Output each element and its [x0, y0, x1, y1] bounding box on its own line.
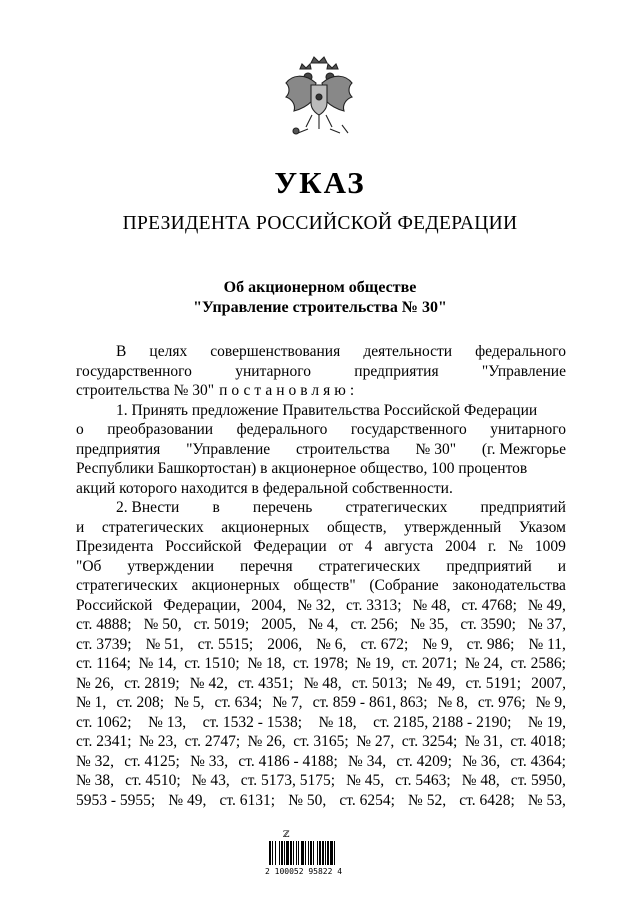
body-word: ст. 5515;: [197, 635, 254, 653]
decree-title: УКАЗ: [274, 165, 366, 200]
body-word: федерального: [475, 343, 566, 360]
body-word: (Собрание: [369, 577, 439, 594]
body-word: Президента: [76, 538, 154, 555]
body-word: ст. 4768;: [461, 596, 517, 614]
body-word: ст. 6131;: [219, 791, 276, 809]
body-word: "Управление: [481, 362, 566, 380]
body-word: акционерных: [221, 518, 310, 536]
body-word: "Об: [76, 557, 102, 575]
body-word: ст. 5173, 5175;: [240, 772, 336, 789]
body-line: [76, 576, 566, 596]
body-word: № 35,: [410, 616, 449, 633]
body-word: № 30": [415, 440, 457, 458]
body-word: ст. 859 - 861, 863;: [312, 694, 428, 711]
body-line: [76, 654, 566, 674]
body-word: № 51,: [145, 635, 184, 653]
body-word: № 45,: [346, 772, 385, 789]
body-word: ст. 256;: [350, 616, 399, 633]
body-word: 2004,: [251, 596, 287, 614]
body-word: г.: [487, 538, 497, 555]
subject-line-2: "Управление строительства № 30": [193, 299, 447, 316]
body-word: ст. 2071;: [401, 655, 458, 672]
body-word: ст. 5019;: [193, 616, 250, 633]
body-word: № 49,: [168, 791, 207, 809]
decree-subject: [0, 278, 640, 318]
body-word: Российской: [165, 538, 242, 555]
body-word: утвержденный: [404, 518, 502, 536]
body-word: перечня: [239, 557, 293, 575]
body-word: № 14,: [138, 655, 177, 672]
body-word: Российской: [76, 596, 153, 614]
body-word: ст. 3590;: [460, 616, 516, 633]
body-word: №: [508, 538, 524, 555]
body-word: ст. 4209;: [396, 752, 452, 770]
body-word: 1. Принять предложение Правительства Российской Федерации: [116, 401, 538, 419]
body-word: 1009: [534, 538, 566, 555]
body-word: стратегических: [101, 518, 204, 536]
body-word: акций которого находится в федеральной собственности.: [76, 479, 453, 497]
body-word: ст. 5950,: [510, 772, 566, 789]
body-word: ст. 3313;: [346, 596, 402, 614]
body-word: ст. 3165;: [293, 733, 349, 750]
body-word: ст. 3739;: [76, 635, 132, 653]
decree-body: [76, 342, 566, 810]
body-word: В: [116, 343, 127, 360]
body-word: № 8,: [437, 694, 468, 711]
body-word: стратегических: [318, 557, 421, 575]
body-word: 4: [364, 538, 373, 555]
body-word: перечень: [252, 499, 313, 516]
svg-text:ℤ: ℤ: [283, 830, 290, 840]
body-line: [76, 674, 566, 694]
body-word: ст. 976;: [477, 694, 526, 711]
body-word: акционерных: [191, 577, 280, 594]
body-word: Федерации: [253, 538, 327, 555]
body-word: № 26,: [247, 733, 286, 750]
body-line: [76, 479, 566, 499]
decree-subtitle: ПРЕЗИДЕНТА РОССИЙСКОЙ ФЕДЕРАЦИИ: [122, 213, 518, 234]
body-word: 2007,: [531, 674, 566, 692]
body-word: ст. 3254;: [401, 733, 458, 750]
barcode-digits: 2 100052 95822 4: [265, 867, 343, 876]
body-word: постановляю:: [219, 382, 359, 399]
body-word: предприятий: [446, 557, 532, 575]
body-word: ст. 1510;: [184, 655, 240, 672]
body-word: ст. 5463;: [395, 772, 451, 789]
body-word: ст. 2341;: [76, 733, 132, 750]
body-word: № 43,: [191, 772, 230, 789]
body-word: № 34,: [348, 752, 387, 770]
body-line: [76, 498, 566, 518]
emblem-icon: [278, 53, 360, 141]
body-word: № 33,: [190, 752, 229, 770]
body-word: ст. 5191;: [465, 674, 522, 692]
body-word: № 9,: [535, 694, 566, 711]
body-word: № 53,: [527, 791, 566, 809]
body-word: № 36,: [462, 752, 501, 770]
body-word: (г. Межгорье: [481, 440, 566, 458]
body-word: строительства: [295, 440, 390, 458]
body-word: № 9,: [422, 635, 453, 653]
body-word: ст. 1164;: [76, 655, 131, 672]
body-word: № 31,: [464, 733, 503, 750]
body-word: № 49,: [417, 674, 456, 692]
body-word: № 48,: [412, 596, 451, 614]
body-word: ст. 2586;: [510, 655, 566, 672]
body-word: государственного: [350, 421, 467, 438]
body-word: ст. 2185, 2188 - 2190;: [373, 713, 512, 731]
body-word: "Управление: [186, 440, 271, 458]
body-word: ст. 4125;: [124, 752, 180, 770]
body-word: и: [557, 557, 566, 575]
body-line: [76, 440, 566, 460]
body-word: № 50,: [288, 791, 327, 809]
body-word: № 19,: [356, 655, 395, 672]
body-word: ст. 4364;: [510, 752, 566, 770]
body-word: ст. 672;: [360, 635, 409, 653]
body-word: ст. 4018;: [510, 733, 566, 750]
body-word: Федерации,: [163, 596, 241, 614]
body-word: ст. 4510;: [125, 772, 181, 789]
body-word: предприятия: [354, 362, 439, 380]
body-word: ст. 208;: [116, 694, 165, 711]
body-word: обществ,: [326, 518, 387, 536]
body-word: преобразовании: [107, 421, 214, 438]
body-word: августа: [384, 538, 434, 555]
body-word: № 37,: [527, 616, 566, 633]
body-word: ст. 634;: [214, 694, 263, 711]
body-word: № 23,: [139, 733, 178, 750]
body-word: Указом: [518, 518, 566, 536]
body-word: Республики Башкортостан) в акционерное общество, 100 процентов: [76, 460, 528, 477]
body-word: от: [338, 538, 353, 555]
body-word: № 4,: [308, 616, 339, 633]
body-word: № 7,: [272, 694, 303, 711]
body-line: [76, 713, 566, 733]
body-word: государственного: [76, 362, 192, 380]
body-word: № 42,: [189, 674, 228, 692]
body-word: № 52,: [408, 791, 447, 809]
body-word: № 48,: [303, 674, 342, 692]
body-line: [76, 791, 566, 811]
body-line: [76, 381, 566, 401]
body-line: [76, 537, 566, 557]
body-word: № 27,: [356, 733, 395, 750]
body-word: совершенствования: [210, 343, 341, 360]
body-word: № 11,: [528, 635, 566, 653]
body-word: унитарного: [235, 362, 311, 380]
body-word: утверждении: [127, 557, 215, 575]
body-line: [76, 420, 566, 440]
body-word: № 32,: [76, 752, 115, 770]
body-word: ст. 1978;: [292, 655, 349, 672]
body-line: [76, 401, 566, 421]
body-word: целях: [149, 343, 188, 360]
body-word: № 5,: [174, 694, 205, 711]
body-word: деятельности: [363, 343, 453, 360]
body-word: ст. 986;: [466, 635, 515, 653]
body-word: 2005,: [261, 616, 297, 633]
body-word: федерального: [236, 421, 328, 438]
body-line: [76, 518, 566, 538]
body-line: [76, 596, 566, 616]
body-line: [76, 752, 566, 772]
body-word: законодательства: [452, 577, 566, 594]
body-word: и: [76, 518, 85, 536]
body-word: ст. 4888;: [76, 616, 132, 633]
body-word: ст. 2747;: [184, 733, 241, 750]
body-line: [76, 693, 566, 713]
body-word: 5953 - 5955;: [76, 791, 156, 809]
body-word: ст. 2819;: [124, 674, 180, 692]
body-word: о: [76, 421, 84, 438]
body-word: ст. 4351;: [237, 674, 294, 692]
body-word: № 19,: [527, 713, 566, 731]
body-word: строительства № 30": [76, 382, 215, 399]
body-word: № 50,: [143, 616, 182, 633]
body-word: 2006,: [267, 635, 303, 653]
body-word: № 24,: [464, 655, 503, 672]
body-line: [76, 557, 566, 577]
body-line: [76, 459, 566, 479]
body-line: [76, 615, 566, 635]
body-word: предприятий: [480, 499, 566, 516]
body-word: № 32,: [297, 596, 336, 614]
body-word: № 26,: [76, 674, 115, 692]
body-word: стратегических: [345, 499, 448, 516]
body-word: ст. 1062;: [76, 713, 132, 731]
body-word: № 48,: [461, 772, 500, 789]
body-word: ст. 4186 - 4188;: [238, 752, 338, 770]
subject-line-1: Об акционерном обществе: [223, 279, 417, 296]
body-word: предприятия: [76, 440, 161, 458]
body-word: ст. 1532 - 1538;: [202, 713, 303, 731]
body-line: [76, 362, 566, 382]
body-word: № 38,: [76, 772, 115, 789]
body-word: унитарного: [490, 421, 566, 438]
body-word: № 49,: [527, 596, 566, 614]
body-word: в: [212, 499, 220, 516]
body-word: стратегических: [76, 577, 178, 594]
body-word: № 1,: [76, 694, 107, 711]
body-line: [76, 342, 566, 362]
body-line: [76, 635, 566, 655]
body-word: № 18,: [247, 655, 286, 672]
body-word: ст. 6254;: [339, 791, 395, 809]
body-word: ст. 5013;: [351, 674, 408, 692]
body-word: обществ": [293, 577, 356, 594]
body-word: 2. Внести: [116, 499, 180, 516]
body-word: № 6,: [316, 635, 347, 653]
body-word: 2004: [445, 538, 477, 555]
body-word: № 18,: [318, 713, 357, 731]
body-line: [76, 732, 566, 752]
body-line: [76, 771, 566, 791]
body-word: № 13,: [148, 713, 187, 731]
body-word: ст. 6428;: [459, 791, 515, 809]
